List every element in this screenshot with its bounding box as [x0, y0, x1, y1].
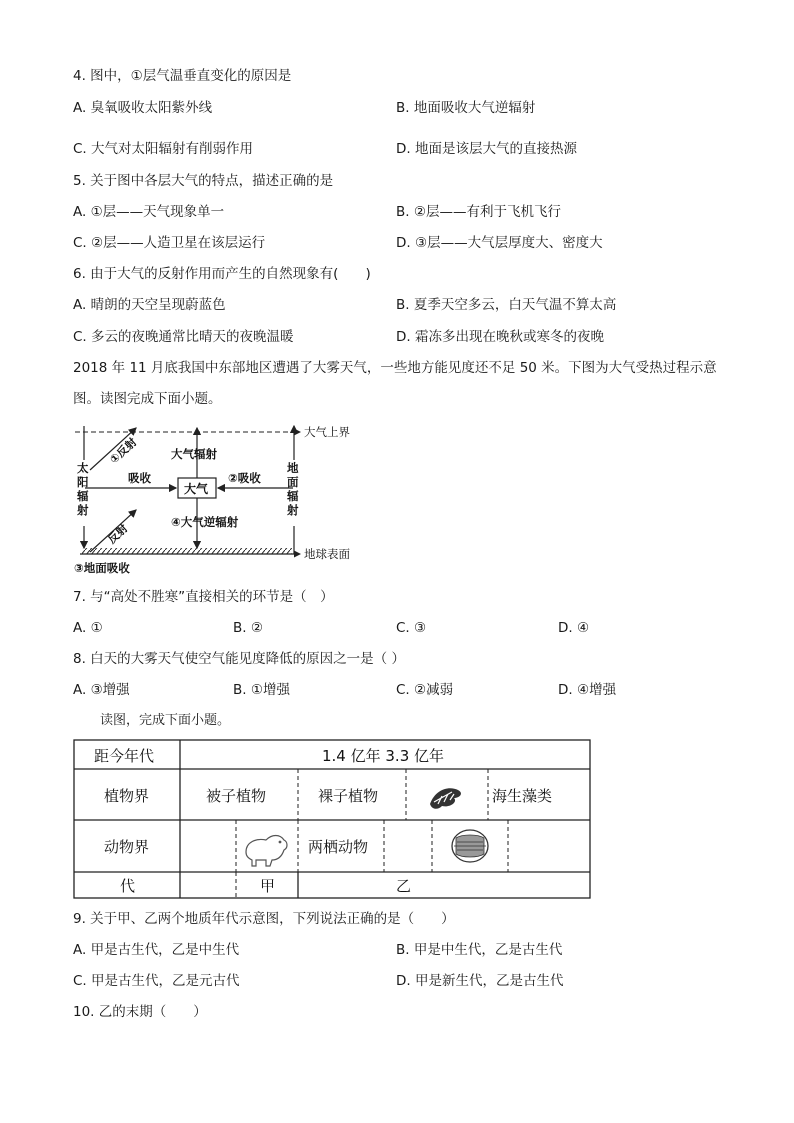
plant-row-label: 植物界: [104, 787, 150, 805]
animal-amphibian: 两栖动物: [308, 838, 369, 856]
label-reflect-bottom: 反射: [105, 521, 131, 547]
q10-stem: 10. 乙的末期（ ）: [73, 1004, 207, 1020]
q6-stem: 6. 由于大气的反射作用而产生的自然现象有( ): [73, 266, 371, 282]
q9-option-b: B. 甲是中生代，乙是古生代: [396, 942, 563, 958]
atmosphere-heating-diagram: [70, 418, 370, 578]
intro1-line2: 图。读图完成下面小题。: [73, 391, 222, 407]
era-a-label: 甲: [260, 877, 276, 895]
trilobite-icon: [452, 830, 488, 862]
label-solar-3: 辐: [77, 489, 89, 503]
table-header-value: 1.4 亿年 3.3 亿年: [322, 747, 445, 765]
q7-stem: 7. 与“高处不胜寒”直接相关的环节是（ ）: [73, 589, 334, 605]
q6-option-d: D. 霜冻多出现在晚秋或寒冬的夜晚: [396, 329, 604, 345]
q8-stem: 8. 白天的大雾天气使空气能见度降低的原因之一是（ ）: [73, 651, 405, 667]
q9-option-a: A. 甲是古生代，乙是中生代: [73, 942, 240, 958]
label-ground-2: 面: [287, 475, 299, 489]
geologic-era-table: [72, 738, 594, 902]
q7-option-a: A. ①: [73, 620, 103, 636]
label-ground-3: 辐: [287, 489, 299, 503]
era-row-label: 代: [120, 877, 136, 895]
label-solar-1: 太: [77, 461, 89, 475]
q8-option-d: D. ④增强: [558, 682, 617, 698]
q5-option-c: C. ②层——人造卫星在该层运行: [73, 235, 266, 251]
era-b-label: 乙: [396, 877, 412, 895]
q4-option-c: C. 大气对太阳辐射有削弱作用: [73, 141, 254, 157]
label-reflect-top: ①反射: [107, 435, 140, 467]
label-ground-1: 地: [287, 461, 299, 475]
q9-option-d: D. 甲是新生代，乙是古生代: [396, 973, 564, 989]
q4-option-b: B. 地面吸收大气逆辐射: [396, 100, 536, 116]
label-solar-2: 阳: [77, 475, 89, 489]
q5-option-b: B. ②层——有利于飞机飞行: [396, 204, 561, 220]
q7-option-c: C. ③: [396, 620, 427, 636]
label-ground-4: 射: [287, 503, 299, 517]
plant-angiosperm: 被子植物: [206, 787, 267, 805]
table-header-label: 距今年代: [94, 747, 155, 765]
label-back-radiation: ④大气逆辐射: [171, 515, 239, 529]
q5-option-d: D. ③层——大气层厚度大、密度大: [396, 235, 603, 251]
label-ground-surface: 地球表面: [304, 547, 350, 561]
label-atmosphere-top: 大气上界: [304, 425, 350, 439]
label-atmosphere-box: 大气: [184, 482, 209, 496]
label-absorb-left: 吸收: [128, 471, 151, 485]
animal-row-label: 动物界: [104, 838, 150, 856]
label-solar-4: 射: [77, 503, 89, 517]
plant-marine-algae: 海生藻类: [492, 787, 553, 805]
q6-option-b: B. 夏季天空多云，白天气温不算太高: [396, 297, 617, 313]
q8-option-b: B. ①增强: [233, 682, 290, 698]
q9-stem: 9. 关于甲、乙两个地质年代示意图，下列说法正确的是（ ）: [73, 911, 455, 927]
q4-option-a: A. 臭氧吸收太阳紫外线: [73, 100, 213, 116]
q8-option-a: A. ③增强: [73, 682, 130, 698]
label-absorb-right: ②吸收: [228, 471, 261, 485]
q4-option-d: D. 地面是该层大气的直接热源: [396, 141, 577, 157]
q7-option-b: B. ②: [233, 620, 263, 636]
plant-gymnosperm: 裸子植物: [318, 787, 379, 805]
q8-option-c: C. ②减弱: [396, 682, 454, 698]
intro2-text: 读图，完成下面小题。: [100, 713, 231, 728]
q9-option-c: C. 甲是古生代，乙是元古代: [73, 973, 240, 989]
label-ground-absorb: ③地面吸收: [74, 561, 130, 575]
intro1-line1: 2018 年 11 月底我国中东部地区遭遇了大雾天气，一些地方能见度还不足 50 米。下图为大气受热过程示意: [73, 360, 717, 376]
label-atmospheric-radiation: 大气辐射: [171, 447, 217, 461]
q6-option-a: A. 晴朗的天空呈现蔚蓝色: [73, 297, 226, 313]
q6-option-c: C. 多云的夜晚通常比晴天的夜晚温暖: [73, 329, 294, 345]
q5-option-a: A. ①层——天气现象单一: [73, 204, 225, 220]
q7-option-d: D. ④: [558, 620, 590, 636]
q5-stem: 5. 关于图中各层大气的特点，描述正确的是: [73, 173, 334, 189]
q4-stem: 4. 图中，①层气温垂直变化的原因是: [73, 68, 292, 84]
